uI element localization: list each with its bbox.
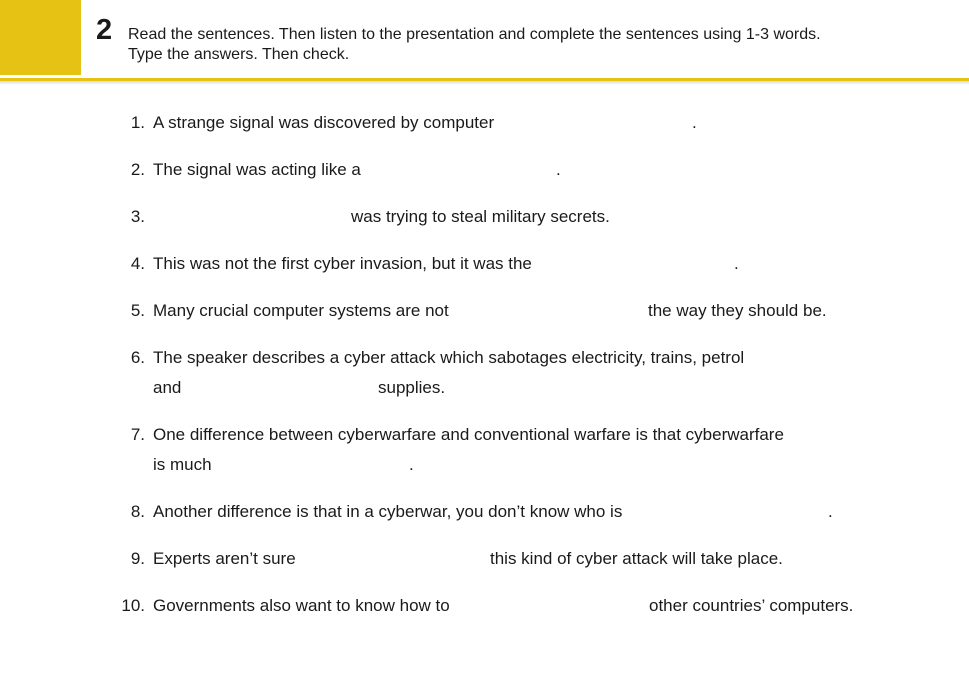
item-number: 10. xyxy=(121,596,145,615)
sentence-text: The speaker describes a cyber attack which sabotages electricity, trains, petrol xyxy=(153,348,745,367)
exercise-number: 2 xyxy=(96,14,113,46)
item-number: 4. xyxy=(130,254,145,273)
answer-blank-6[interactable] xyxy=(183,377,373,399)
sentence-ending: . xyxy=(734,254,739,273)
sentence-text: Another difference is that in a cyberwar, you don’t know who is xyxy=(153,502,623,521)
answer-blank-7[interactable] xyxy=(216,454,408,476)
sentence-ending: . xyxy=(828,502,833,521)
item-number: 1. xyxy=(130,113,145,132)
item-number: 3. xyxy=(130,207,145,226)
header-divider-shadow xyxy=(0,81,969,85)
sentence-ending: . xyxy=(692,113,697,132)
sentence-ending: . xyxy=(556,160,561,179)
sentence-ending: . xyxy=(409,455,414,474)
sentence-ending: other countries’ computers. xyxy=(649,596,854,615)
sentence-text: Experts aren’t sure xyxy=(153,549,296,568)
item-number: 6. xyxy=(130,348,145,367)
sentence-text-continued: and xyxy=(153,378,182,397)
answer-blank-10[interactable] xyxy=(456,595,646,617)
answer-blank-4[interactable] xyxy=(540,253,734,275)
item-number: 8. xyxy=(130,502,145,521)
instruction-line-1: Read the sentences. Then listen to the presentation and complete the sentences using 1-3 words. xyxy=(128,26,821,43)
answer-blank-9[interactable] xyxy=(296,548,486,570)
sentence-ending: supplies. xyxy=(378,378,446,397)
sentence-text: The signal was acting like a xyxy=(153,160,361,179)
answer-blank-3[interactable] xyxy=(153,206,347,228)
sentence-text: A strange signal was discovered by computer xyxy=(153,113,495,132)
answer-blank-2[interactable] xyxy=(362,159,556,181)
item-number: 9. xyxy=(130,549,145,568)
item-number: 7. xyxy=(130,425,145,444)
instruction-line-2: Type the answers. Then check. xyxy=(128,46,350,63)
sentence-text: This was not the first cyber invasion, but it was the xyxy=(153,254,532,273)
exercise-instructions xyxy=(128,25,821,65)
item-number: 5. xyxy=(130,301,145,320)
answer-blank-5[interactable] xyxy=(454,300,644,322)
sentence-ending: this kind of cyber attack will take place. xyxy=(490,549,783,568)
sentence-text: Many crucial computer systems are not xyxy=(153,301,449,320)
sentence-text: One difference between cyberwarfare and conventional warfare is that cyberwarfare xyxy=(153,425,784,444)
sentence-text: Governments also want to know how to xyxy=(153,596,450,615)
item-number: 2. xyxy=(130,160,145,179)
sentence-text: was trying to steal military secrets. xyxy=(351,207,610,226)
sentence-ending: the way they should be. xyxy=(648,301,827,320)
answer-blank-8[interactable] xyxy=(636,501,828,523)
exercise-accent-block xyxy=(0,0,81,75)
answer-blank-1[interactable] xyxy=(498,112,692,134)
sentence-text-continued: is much xyxy=(153,455,212,474)
